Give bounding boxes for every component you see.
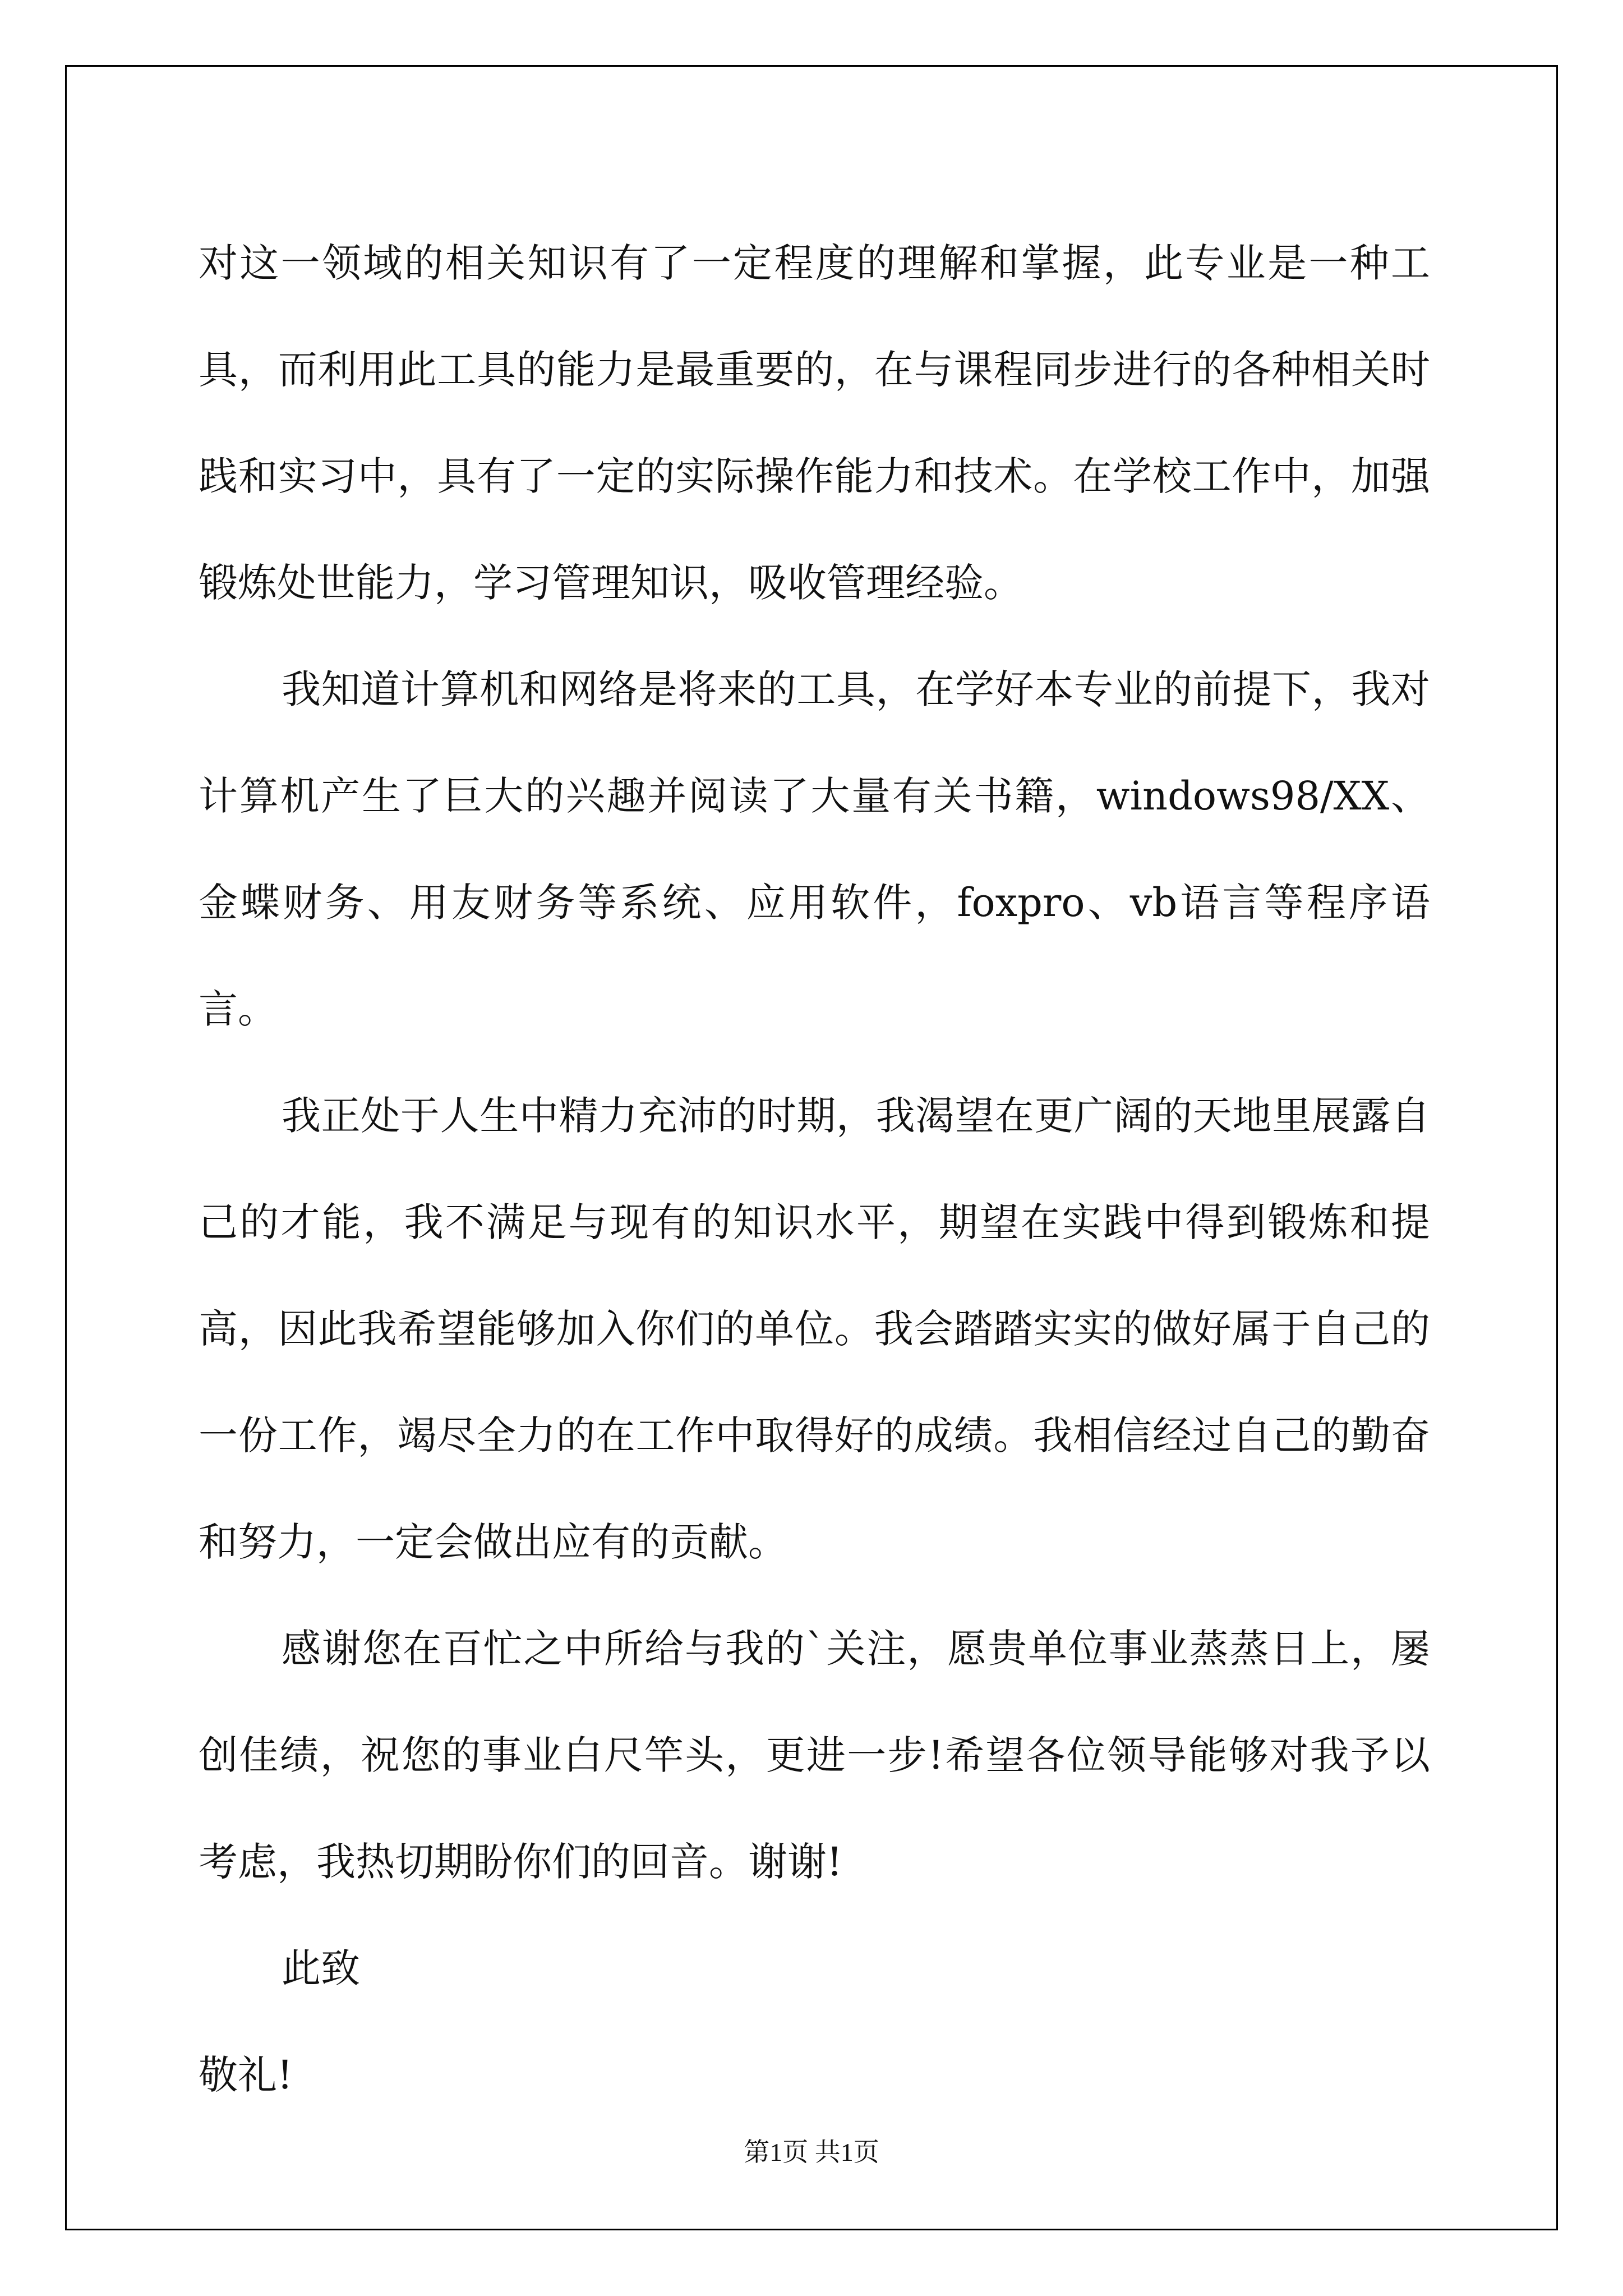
paragraph-4: 感谢您在百忙之中所给与我的`关注，愿贵单位事业蒸蒸日上，屡创佳绩，祝您的事业白尺竿头，更进一步!希望各位领导能够对我予以考虑，我热切期盼你们的回音。谢谢!	[199, 1626, 1430, 1885]
document-body	[199, 210, 1430, 2128]
page-footer: 第1页 共1页	[744, 2138, 879, 2166]
paragraph-1: 对这一领域的相关知识有了一定程度的理解和掌握，此专业是一种工具，而利用此工具的能力是最重要的，在与课程同步进行的各种相关时践和实习中，具有了一定的实际操作能力和技术。在学校工作中，加强锻炼处世能力，学习管理知识，吸收管理经验。	[199, 240, 1430, 606]
closing-line: 此致	[282, 1945, 360, 1991]
paragraph-2: 我知道计算机和网络是将来的工具，在学好本专业的前提下，我对计算机产生了巨大的兴趣并阅读了大量有关书籍，windows98/XX、金蝶财务、用友财务等系统、应用软件，foxpro、vb语言等程序语言。	[199, 666, 1430, 1032]
paragraph-3: 我正处于人生中精力充沛的时期，我渴望在更广阔的天地里展露自己的才能，我不满足与现有的知识水平，期望在实践中得到锻炼和提高，因此我希望能够加入你们的单位。我会踏踏实实的做好属于自己的一份工作，竭尽全力的在工作中取得好的成绩。我相信经过自己的勤奋和努力，一定会做出应有的贡献。	[199, 1093, 1430, 1565]
salutation-line: 敬礼!	[199, 2052, 293, 2098]
